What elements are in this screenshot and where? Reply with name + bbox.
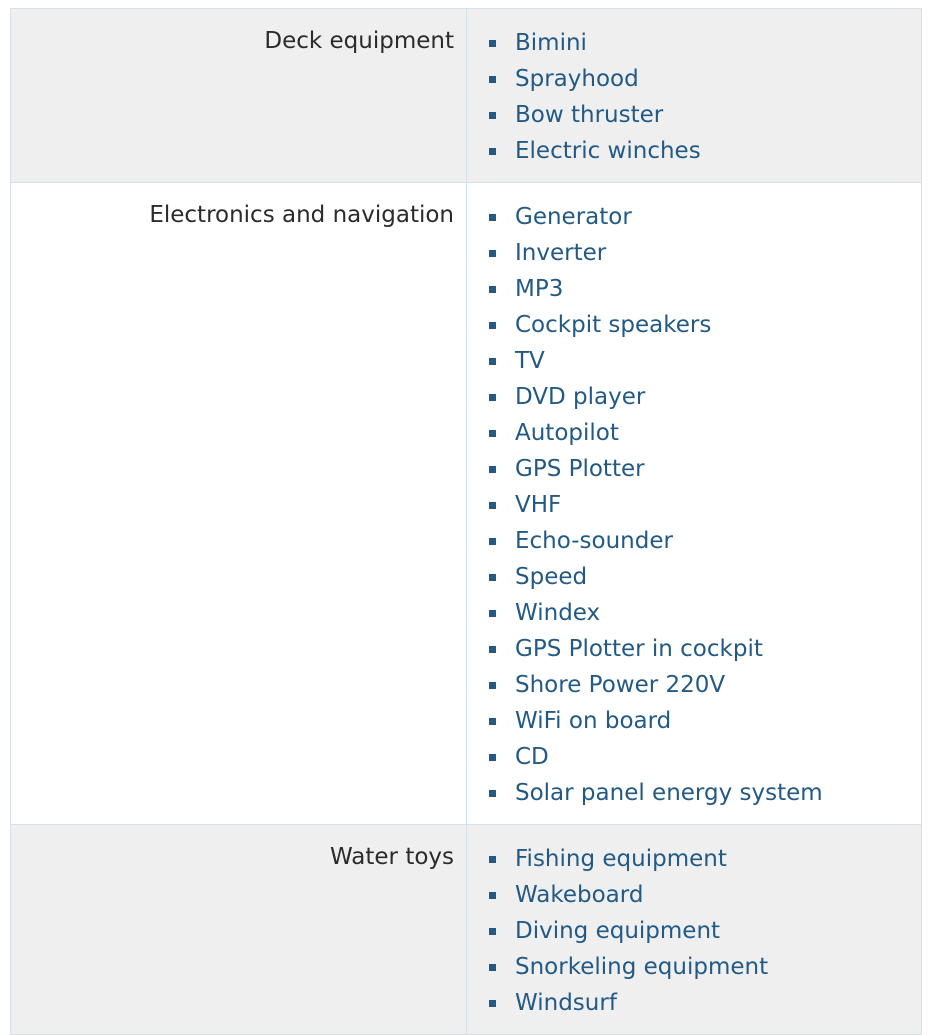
category-label: Water toys bbox=[330, 844, 454, 870]
square-bullet-icon bbox=[489, 148, 496, 155]
list-item[interactable]: Inverter bbox=[489, 235, 921, 271]
equipment-row-electronics bbox=[11, 183, 922, 825]
square-bullet-icon bbox=[489, 358, 496, 365]
equipment-table bbox=[10, 8, 922, 1035]
list-item[interactable]: Fishing equipment bbox=[489, 841, 921, 877]
list-item[interactable]: Cockpit speakers bbox=[489, 307, 921, 343]
list-item[interactable]: Generator bbox=[489, 199, 921, 235]
items-cell bbox=[467, 183, 922, 825]
list-item[interactable]: Bow thruster bbox=[489, 97, 921, 133]
list-item[interactable]: Shore Power 220V bbox=[489, 667, 921, 703]
list-item[interactable]: VHF bbox=[489, 487, 921, 523]
list-item[interactable]: DVD player bbox=[489, 379, 921, 415]
items-list bbox=[467, 183, 921, 824]
square-bullet-icon bbox=[489, 682, 496, 689]
list-item[interactable]: Wakeboard bbox=[489, 877, 921, 913]
square-bullet-icon bbox=[489, 646, 496, 653]
square-bullet-icon bbox=[489, 790, 496, 797]
items-list bbox=[467, 9, 921, 182]
square-bullet-icon bbox=[489, 964, 496, 971]
list-item[interactable]: Windex bbox=[489, 595, 921, 631]
square-bullet-icon bbox=[489, 322, 496, 329]
list-item[interactable]: WiFi on board bbox=[489, 703, 921, 739]
list-item[interactable]: Sprayhood bbox=[489, 61, 921, 97]
square-bullet-icon bbox=[489, 502, 496, 509]
square-bullet-icon bbox=[489, 286, 496, 293]
category-label: Deck equipment bbox=[264, 28, 454, 54]
square-bullet-icon bbox=[489, 40, 496, 47]
list-item[interactable]: Autopilot bbox=[489, 415, 921, 451]
square-bullet-icon bbox=[489, 1000, 496, 1007]
list-item[interactable]: Bimini bbox=[489, 25, 921, 61]
square-bullet-icon bbox=[489, 610, 496, 617]
list-item[interactable]: Speed bbox=[489, 559, 921, 595]
square-bullet-icon bbox=[489, 538, 496, 545]
list-item[interactable]: CD bbox=[489, 739, 921, 775]
list-item[interactable]: Solar panel energy system bbox=[489, 775, 921, 811]
square-bullet-icon bbox=[489, 856, 496, 863]
category-label: Electronics and navigation bbox=[149, 202, 454, 228]
square-bullet-icon bbox=[489, 430, 496, 437]
square-bullet-icon bbox=[489, 214, 496, 221]
square-bullet-icon bbox=[489, 76, 496, 83]
square-bullet-icon bbox=[489, 112, 496, 119]
square-bullet-icon bbox=[489, 394, 496, 401]
list-item[interactable]: Snorkeling equipment bbox=[489, 949, 921, 985]
items-cell bbox=[467, 9, 922, 183]
square-bullet-icon bbox=[489, 892, 496, 899]
list-item[interactable]: TV bbox=[489, 343, 921, 379]
items-cell bbox=[467, 825, 922, 1035]
square-bullet-icon bbox=[489, 574, 496, 581]
category-cell bbox=[11, 183, 467, 825]
items-list bbox=[467, 825, 921, 1034]
list-item[interactable]: GPS Plotter bbox=[489, 451, 921, 487]
equipment-row-water-toys bbox=[11, 825, 922, 1035]
square-bullet-icon bbox=[489, 754, 496, 761]
category-cell bbox=[11, 825, 467, 1035]
category-cell bbox=[11, 9, 467, 183]
list-item[interactable]: Electric winches bbox=[489, 133, 921, 169]
square-bullet-icon bbox=[489, 466, 496, 473]
square-bullet-icon bbox=[489, 718, 496, 725]
equipment-row-deck bbox=[11, 9, 922, 183]
list-item[interactable]: Diving equipment bbox=[489, 913, 921, 949]
list-item[interactable]: Echo-sounder bbox=[489, 523, 921, 559]
square-bullet-icon bbox=[489, 250, 496, 257]
list-item[interactable]: Windsurf bbox=[489, 985, 921, 1021]
list-item[interactable]: MP3 bbox=[489, 271, 921, 307]
list-item[interactable]: GPS Plotter in cockpit bbox=[489, 631, 921, 667]
square-bullet-icon bbox=[489, 928, 496, 935]
